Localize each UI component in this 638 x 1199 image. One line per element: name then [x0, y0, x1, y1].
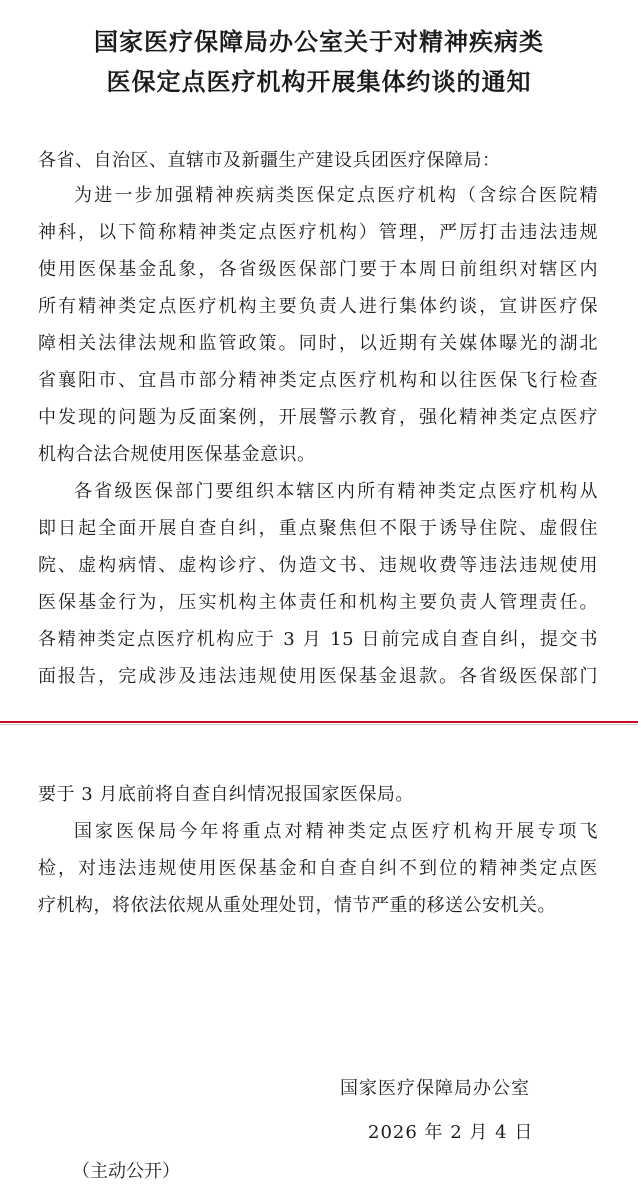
paragraph-1-line: 机构合法合规使用医保基金意识。	[38, 444, 316, 465]
salutation: 各省、自治区、直辖市及新疆生产建设兵团医疗保障局：	[38, 150, 501, 171]
issuing-office: 国家医疗保障局办公室	[340, 1078, 530, 1099]
page-break-rule	[0, 721, 638, 723]
paragraph-1-line: 中发现的问题为反面案例，开展警示教育，强化精神类定点医疗	[38, 407, 598, 428]
paragraph-3-line: 疗机构，将依法依规从重处理处罚，情节严重的移送公安机关。	[38, 895, 556, 916]
paragraph-2-line: 医保基金行为，压实机构主体责任和机构主要负责人管理责任。	[38, 592, 598, 613]
paragraph-1-line: 省襄阳市、宜昌市部分精神类定点医疗机构和以往医保飞行检查	[38, 370, 598, 391]
disclosure-note: （主动公开）	[72, 1161, 180, 1182]
paragraph-2-line: 即日起全面开展自查自纠，重点聚焦但不限于诱导住院、虚假住	[38, 518, 598, 539]
paragraph-2-line: 各省级医保部门要组织本辖区内所有精神类定点医疗机构从	[74, 481, 598, 502]
document-title-line-2: 医保定点医疗机构开展集体约谈的通知	[106, 68, 532, 96]
paragraph-1-line: 所有精神类定点医疗机构主要负责人进行集体约谈，宣讲医疗保	[38, 296, 598, 317]
paragraph-2-line: 面报告，完成涉及违法违规使用医保基金退款。各省级医保部门	[38, 666, 598, 687]
paragraph-1-line: 障相关法律法规和监管政策。同时，以近期有关媒体曝光的湖北	[38, 333, 598, 354]
paragraph-1-line: 使用医保基金乱象，各省级医保部门要于本周日前组织对辖区内	[38, 259, 598, 280]
paragraph-1-line: 为进一步加强精神疾病类医保定点医疗机构（含综合医院精	[74, 185, 598, 206]
page-break-shadow	[0, 724, 638, 725]
document-title-line-1: 国家医疗保障局办公室关于对精神疾病类	[94, 28, 544, 56]
paragraph-3-line: 国家医保局今年将重点对精神类定点医疗机构开展专项飞	[74, 821, 598, 842]
paragraph-2-line: 院、虚构病情、虚构诊疗、伪造文书、违规收费等违法违规使用	[38, 555, 598, 576]
paragraph-2-line: 各精神类定点医疗机构应于 3 月 15 日前完成自查自纠，提交书	[38, 629, 598, 650]
paragraph-2-continuation: 要于 3 月底前将自查自纠情况报国家医保局。	[38, 784, 414, 805]
issue-date: 2026 年 2 月 4 日	[368, 1122, 534, 1143]
paragraph-3-line: 检，对违法违规使用医保基金和自查自纠不到位的精神类定点医	[38, 858, 598, 879]
paragraph-1-line: 神科，以下简称精神类定点医疗机构）管理，严厉打击违法违规	[38, 222, 598, 243]
